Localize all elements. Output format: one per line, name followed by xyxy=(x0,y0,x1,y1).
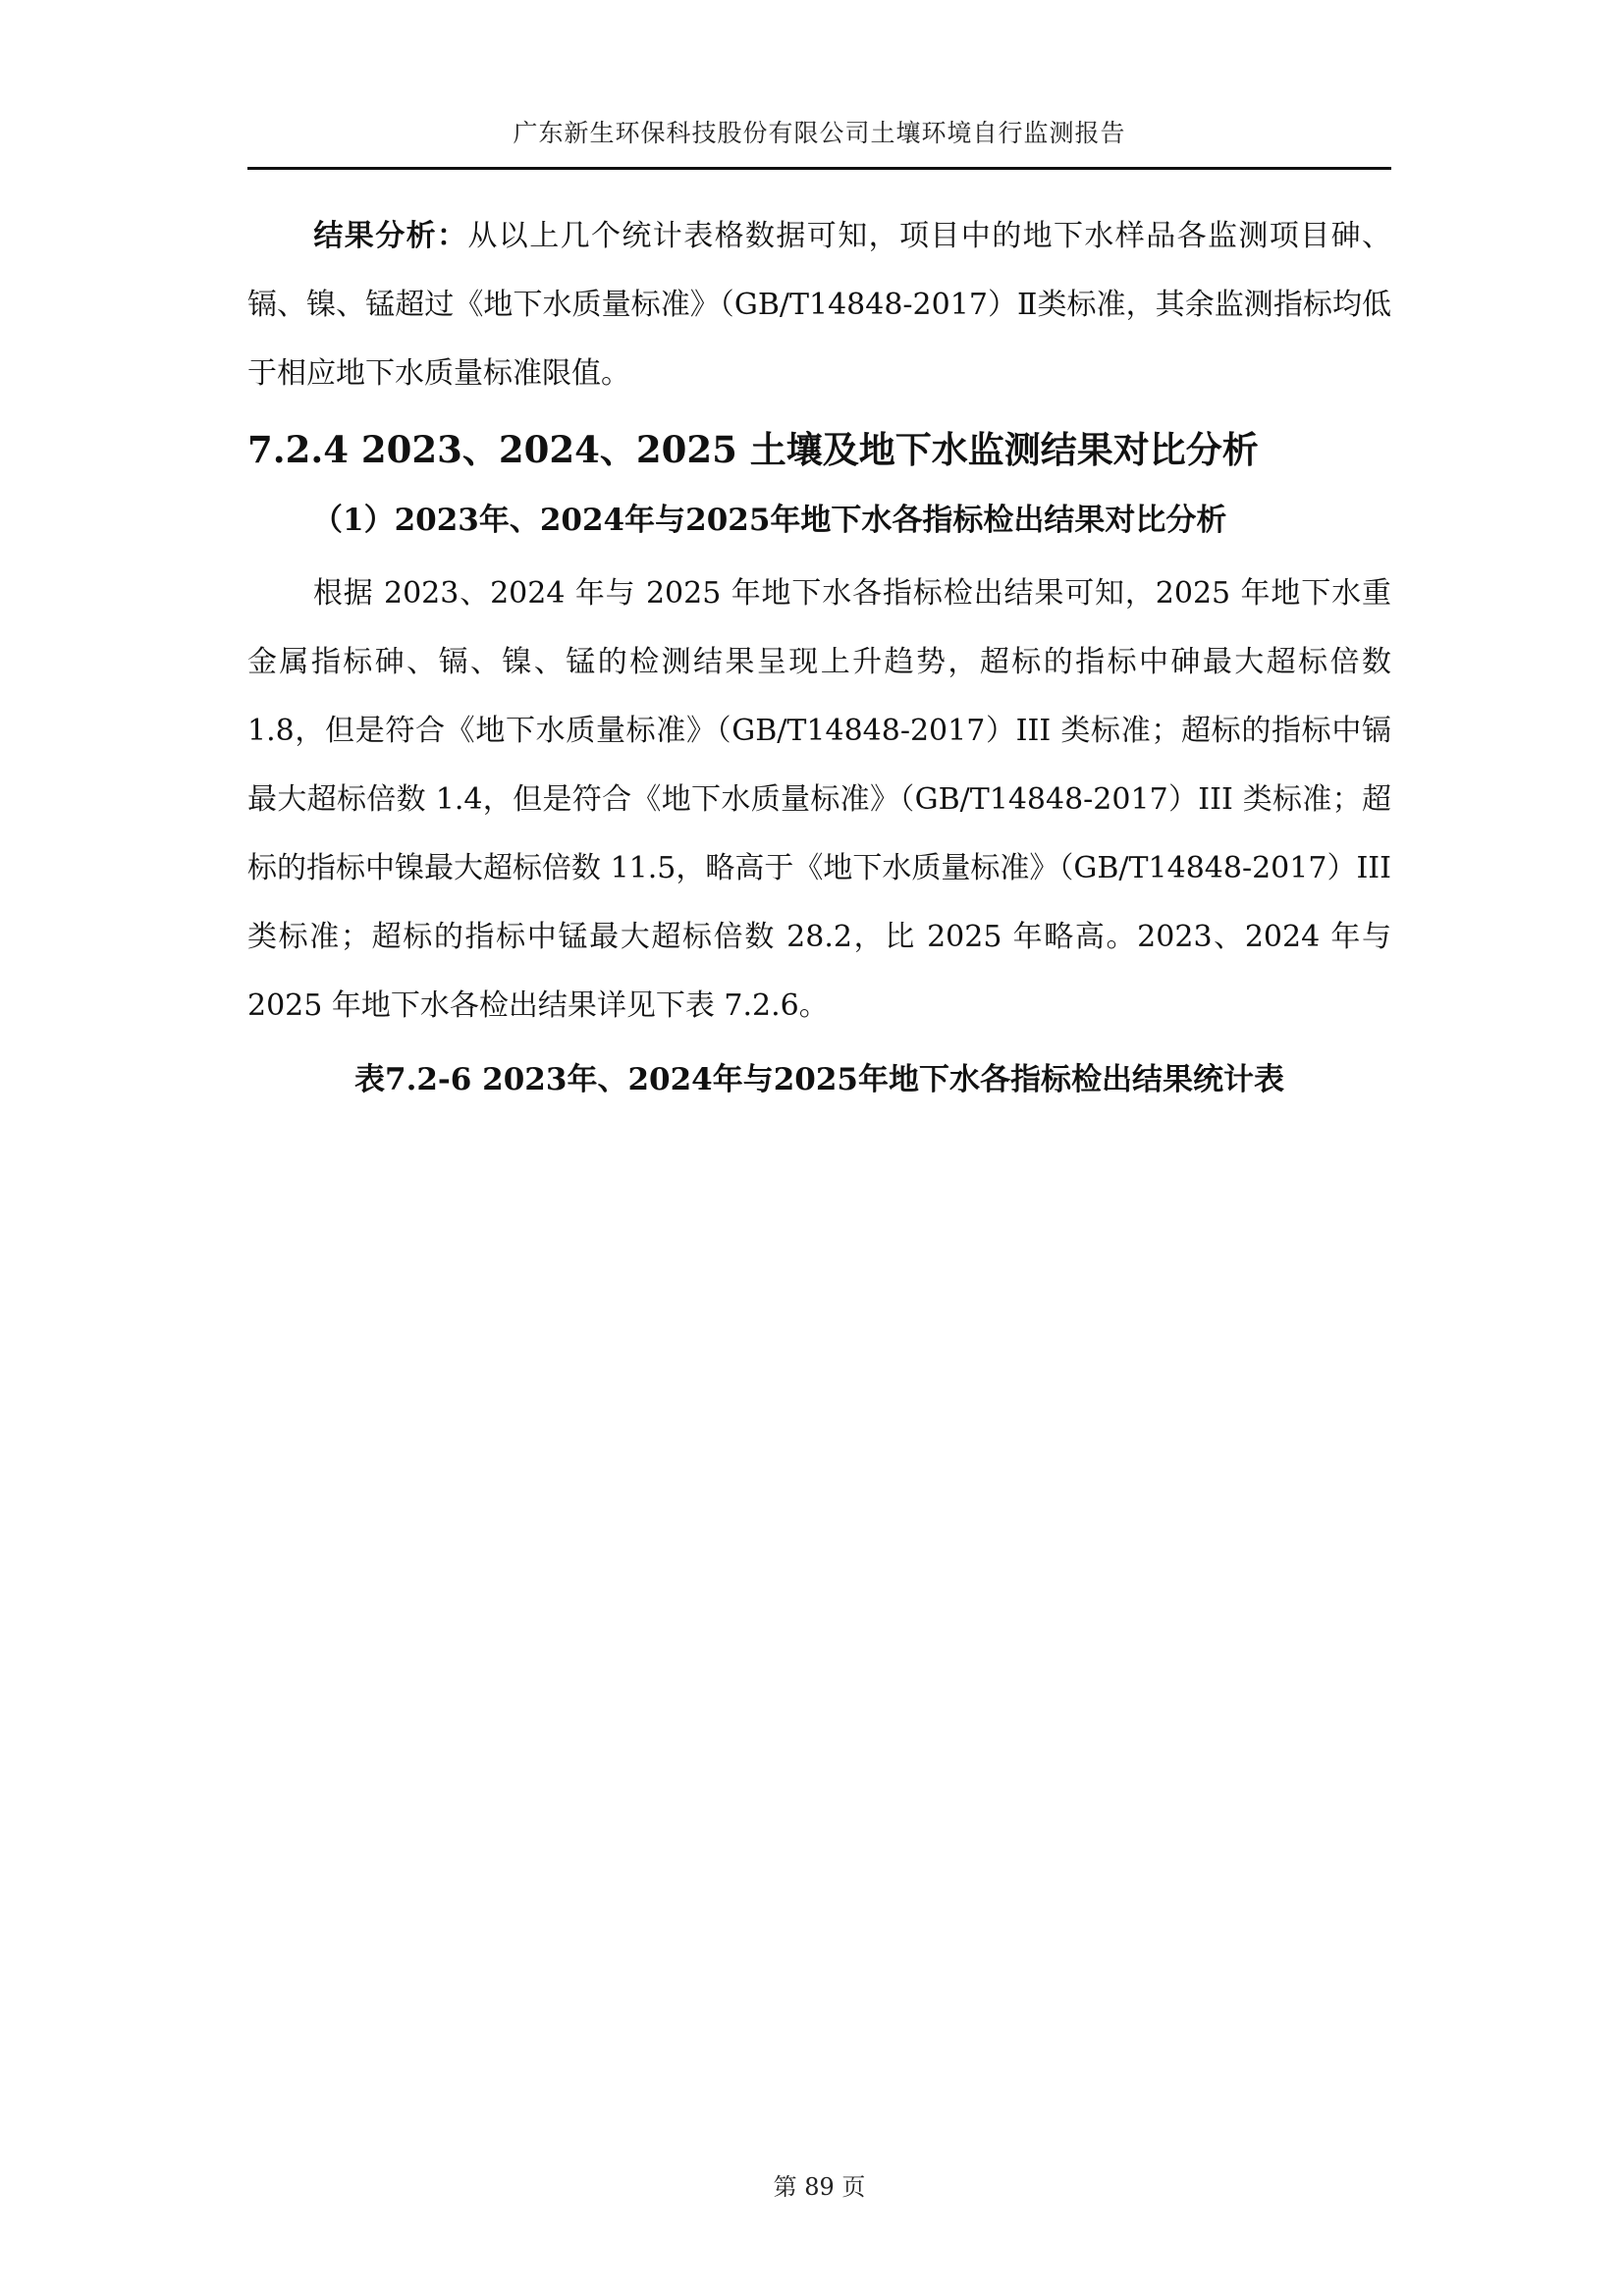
analysis-label: 结果分析： xyxy=(312,219,468,253)
body-text: 根据 2023、2024 年与 2025 年地下水各指标检出结果可知，2025 年地下水重金属指标砷、镉、镍、锰的检测结果呈现上升趋势，超标的指标中砷最大超标倍数 1.8，但是符合《地下水质量标准》（GB/T14848-2017）III 类标准；超标的指标中镉最大超标倍数 1.4，但是符合《地下水质量标准》（GB/T14848-2017）III 类标准；超标的指标中镍最大超标倍数 11.5，略高于《地下水质量标准》（GB/T14848-2017）III 类标准；超标的指标中锰最大超标倍数 28.2，比 2025 年略高。2023、2024 年与 2025 年地下水各检出结果详见下表 7.2.6。 xyxy=(247,576,1391,1023)
body-paragraph xyxy=(247,560,1391,1041)
page-number: 第 89 页 xyxy=(773,2173,866,2201)
section-heading: 7.2.4 2023、2024、2025 土壤及地下水监测结果对比分析 xyxy=(247,428,1259,471)
analysis-paragraph xyxy=(247,202,1391,408)
page-header: 广东新生环保科技股份有限公司土壤环境自行监测报告 xyxy=(513,119,1126,147)
header-divider xyxy=(247,167,1391,170)
subsection-heading: （1）2023年、2024年与2025年地下水各指标检出结果对比分析 xyxy=(312,503,1227,538)
analysis-text: 从以上几个统计表格数据可知，项目中的地下水样品各监测项目砷、镉、镍、锰超过《地下水质量标准》（GB/T14848-2017）Ⅱ类标准，其余监测指标均低于相应地下水质量标准限值。 xyxy=(247,219,1392,391)
table-caption: 表7.2-6 2023年、2024年与2025年地下水各指标检出结果统计表 xyxy=(354,1062,1284,1097)
